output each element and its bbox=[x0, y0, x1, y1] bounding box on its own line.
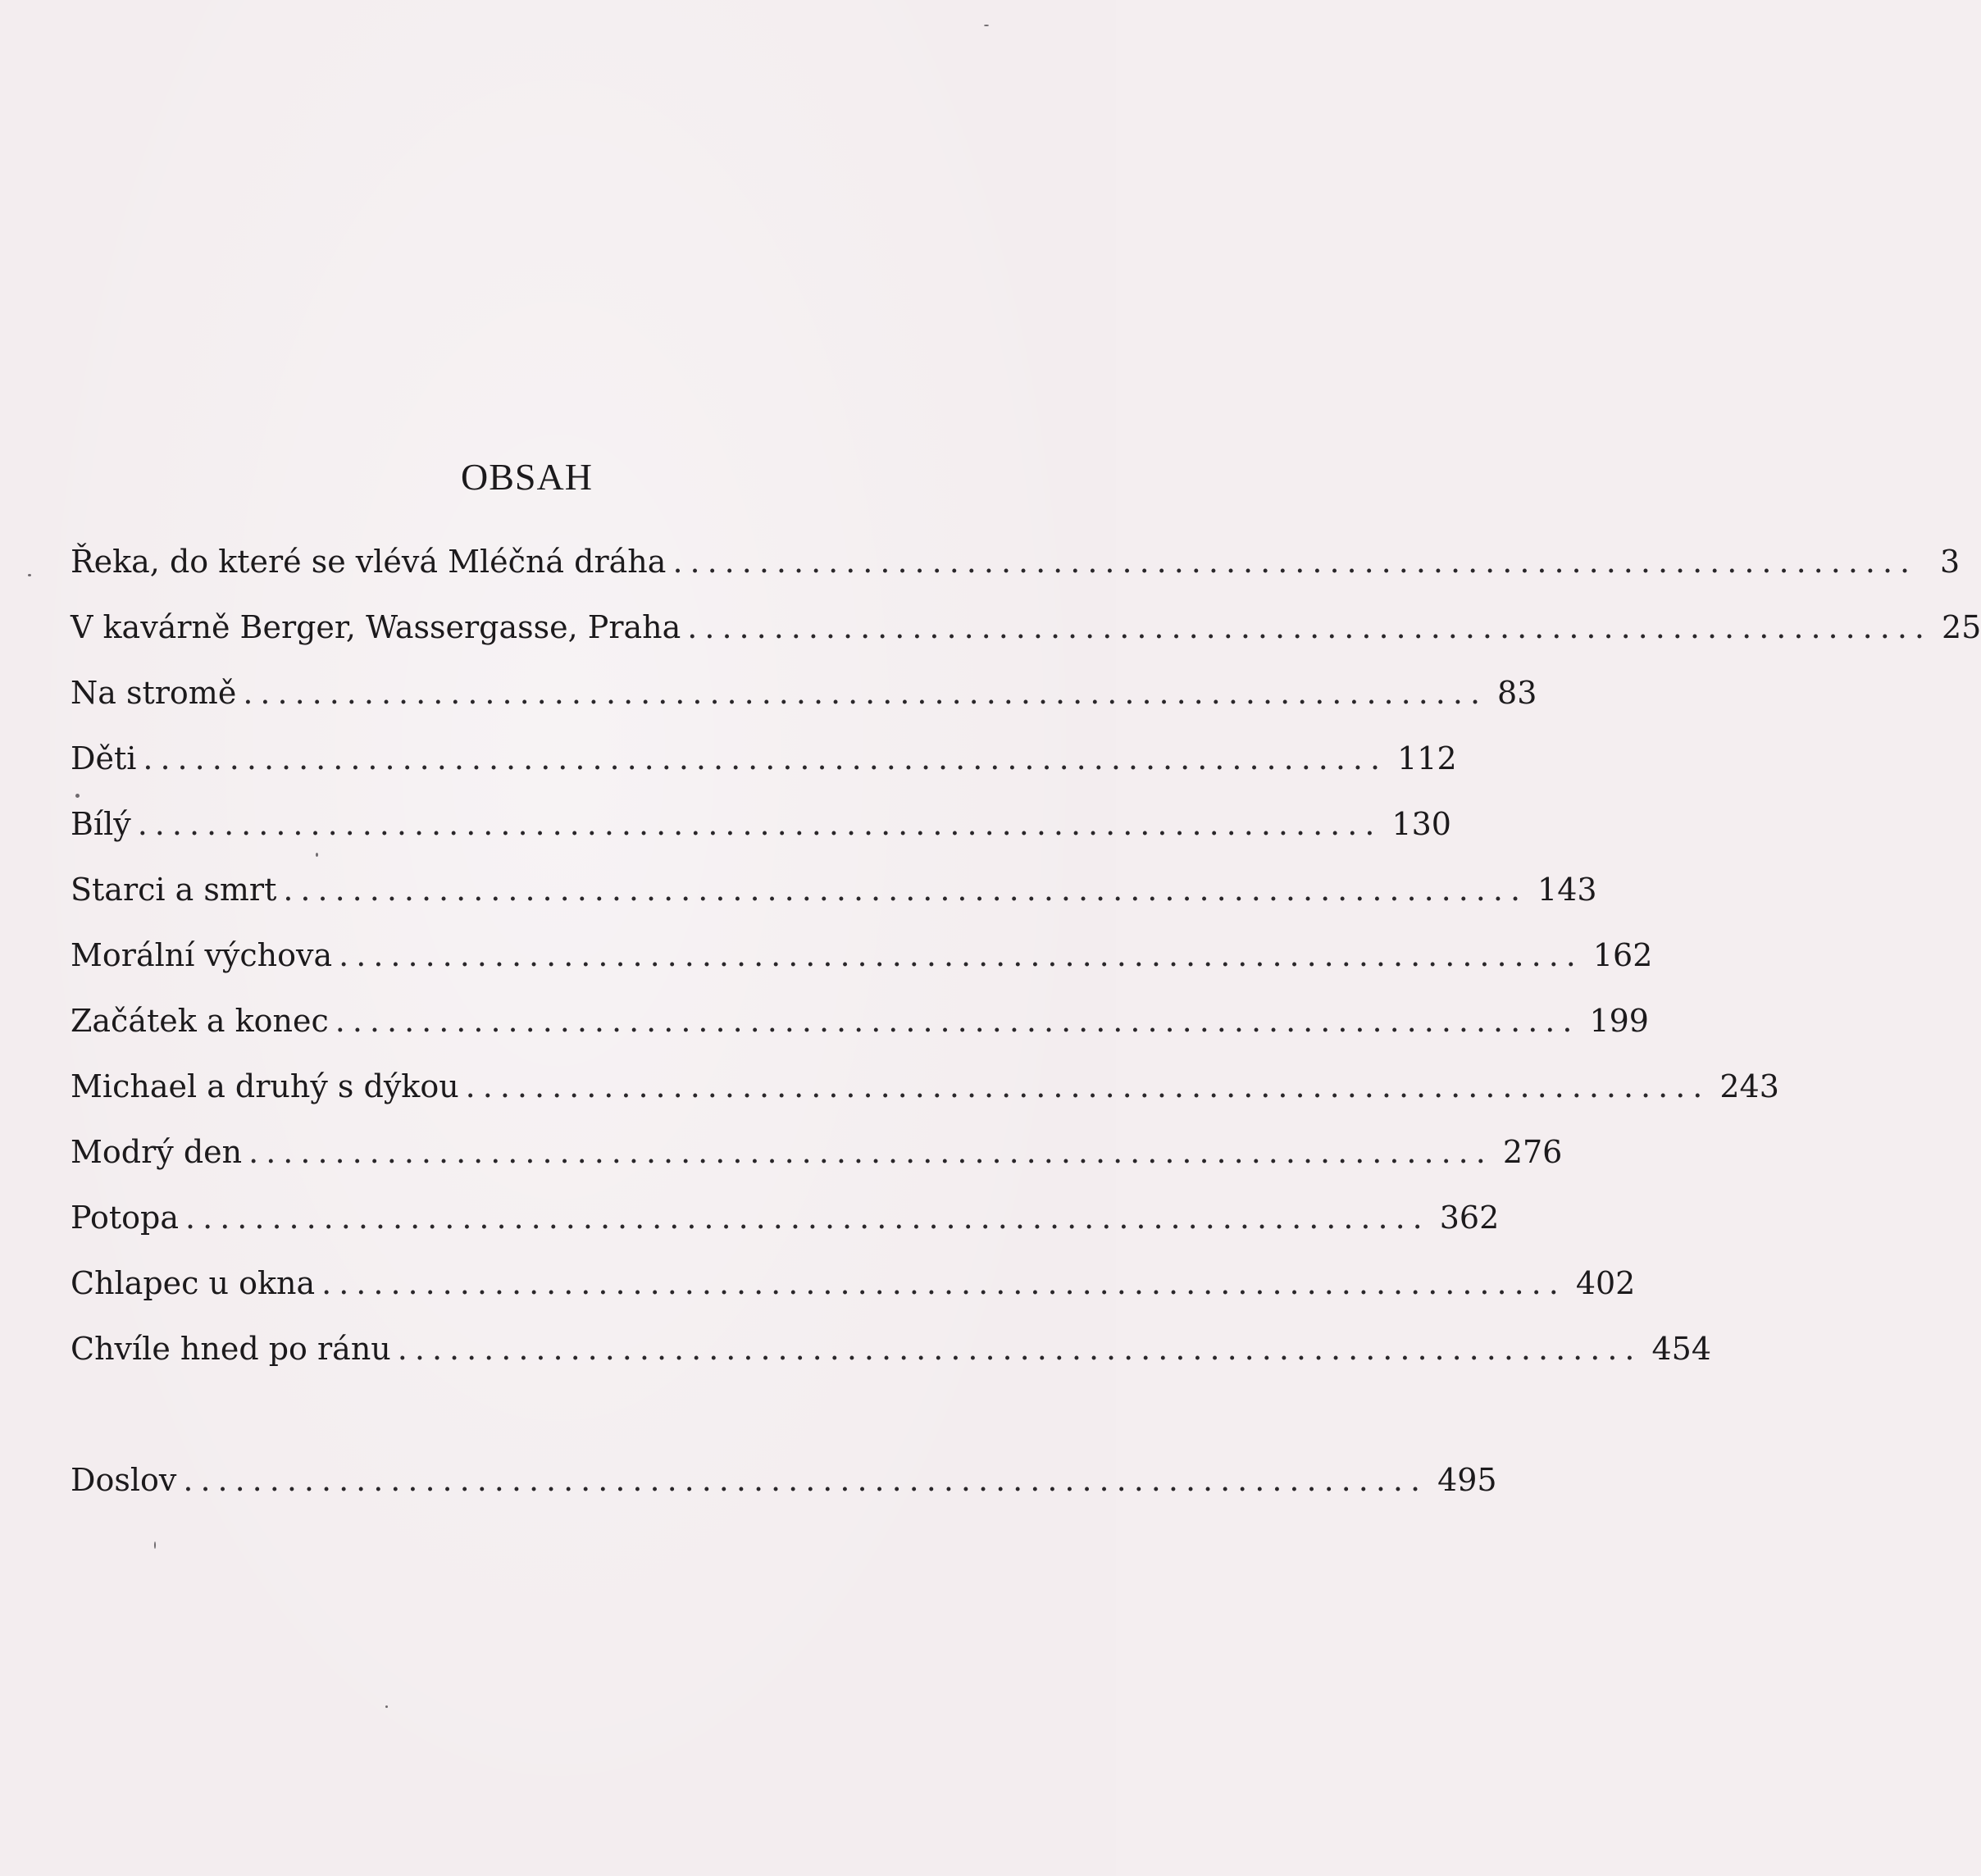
toc-entry bbox=[71, 996, 1649, 1045]
toc-entry bbox=[71, 1259, 1636, 1308]
dot-leader: ........................................................................ bbox=[143, 740, 1388, 776]
dot-leader: ........................................................................ bbox=[243, 675, 1488, 711]
paper-speck bbox=[75, 794, 80, 798]
toc-entry bbox=[71, 1324, 1712, 1373]
page-title: OBSAH bbox=[461, 456, 593, 498]
paper-speck bbox=[154, 1541, 156, 1549]
toc-entry-page: 276 bbox=[1502, 1134, 1563, 1170]
toc-entry-title: Řeka, do které se vlévá Mléčná dráha bbox=[71, 544, 667, 580]
toc-entry-title: Starci a smrt bbox=[71, 872, 277, 908]
toc-entry-title: Chvíle hned po ránu bbox=[71, 1331, 391, 1367]
toc-entry-page: 243 bbox=[1719, 1068, 1779, 1104]
dot-leader: ........................................................................ bbox=[321, 1265, 1566, 1301]
toc-entry-page: 402 bbox=[1575, 1265, 1636, 1301]
toc-entry-page: 495 bbox=[1437, 1462, 1497, 1498]
dot-leader: ........................................................................ bbox=[248, 1134, 1493, 1170]
dot-leader: ........................................................................ bbox=[185, 1200, 1430, 1236]
toc-entry bbox=[71, 603, 1981, 652]
toc-entry-title: Michael a druhý s dýkou bbox=[71, 1068, 459, 1104]
toc-entry-page: 83 bbox=[1497, 675, 1537, 711]
toc-entry-title: Děti bbox=[71, 740, 137, 776]
toc-entry bbox=[71, 1127, 1563, 1177]
toc-entry bbox=[71, 1062, 1779, 1111]
dot-leader: ........................................................................ bbox=[335, 1003, 1580, 1039]
dot-leader: ........................................................................ bbox=[137, 806, 1382, 842]
toc-entry-page: 130 bbox=[1391, 806, 1451, 842]
toc-entry bbox=[71, 1455, 1497, 1505]
toc-entry-page: 112 bbox=[1397, 740, 1457, 776]
paper-speck bbox=[28, 574, 31, 576]
dot-leader: ........................................................................ bbox=[397, 1331, 1642, 1367]
toc-entry bbox=[71, 799, 1451, 849]
toc-entry-title: Bílý bbox=[71, 806, 131, 842]
toc-entry-page: 362 bbox=[1439, 1200, 1500, 1236]
toc-entry-page: 199 bbox=[1589, 1003, 1649, 1039]
toc-entry-title: Morální výchova bbox=[71, 937, 333, 973]
toc-entry-title: Potopa bbox=[71, 1200, 180, 1236]
toc-entry-title: Na stromě bbox=[71, 675, 237, 711]
toc-entry-title: Modrý den bbox=[71, 1134, 243, 1170]
dot-leader: ........................................................................ bbox=[283, 872, 1528, 908]
toc-entry-page: 25 bbox=[1942, 609, 1981, 645]
toc-entry-title: Začátek a konec bbox=[71, 1003, 329, 1039]
toc-entry-page: 454 bbox=[1651, 1331, 1712, 1367]
toc-entry-page: 143 bbox=[1537, 872, 1597, 908]
toc-entry-title: V kavárně Berger, Wassergasse, Praha bbox=[71, 609, 681, 645]
paper-speck bbox=[984, 25, 989, 26]
dot-leader: ........................................................................ bbox=[672, 544, 1918, 580]
toc-entry bbox=[71, 537, 1961, 586]
toc-entry-page: 162 bbox=[1592, 937, 1653, 973]
dot-leader: ........................................................................ bbox=[183, 1462, 1428, 1498]
paper-speck bbox=[316, 853, 318, 857]
paper-speck bbox=[385, 1705, 388, 1708]
toc-entry bbox=[71, 931, 1653, 980]
toc-entry bbox=[71, 668, 1537, 717]
toc-entry bbox=[71, 1193, 1500, 1242]
dot-leader: ........................................................................ bbox=[339, 937, 1583, 973]
toc-entry bbox=[71, 865, 1597, 914]
toc-entry-title: Chlapec u okna bbox=[71, 1265, 316, 1301]
dot-leader: ........................................................................ bbox=[687, 609, 1932, 645]
toc-entry-page: 3 bbox=[1939, 544, 1961, 580]
dot-leader: ........................................................................ bbox=[465, 1068, 1710, 1104]
toc-entry-title: Doslov bbox=[71, 1462, 177, 1498]
toc-entry bbox=[71, 734, 1457, 783]
